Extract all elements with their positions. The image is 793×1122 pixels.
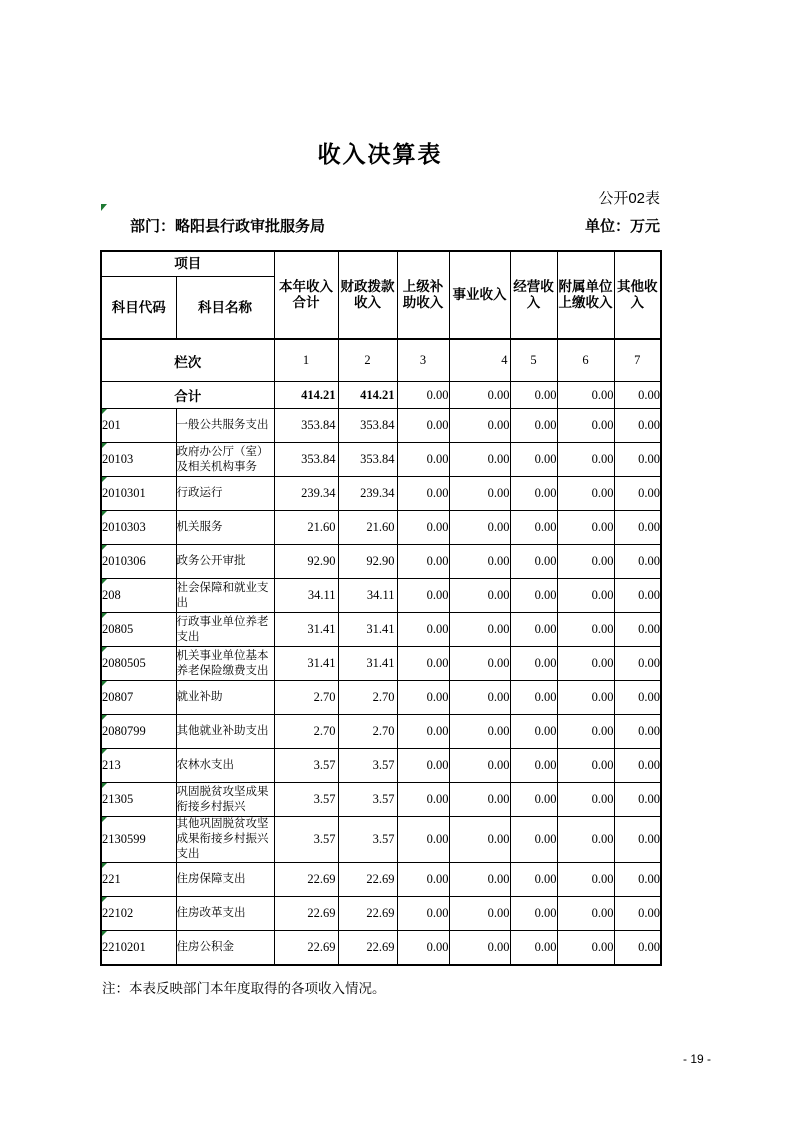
subject-name-cell: 住房改革支出 <box>176 897 274 931</box>
value-cell: 0.00 <box>614 579 661 613</box>
table-row <box>101 681 661 715</box>
subject-name-cell: 政府办公厅（室）及相关机构事务 <box>176 443 274 477</box>
total-value-cell: 0.00 <box>510 382 557 409</box>
value-cell: 21.60 <box>274 511 338 545</box>
cell-flag-icon <box>101 204 107 211</box>
value-cell: 0.00 <box>397 749 449 783</box>
subject-code-cell: 221 <box>101 863 176 897</box>
cell-flag-icon <box>102 749 107 754</box>
subject-code-cell: 2080505 <box>101 647 176 681</box>
value-cell: 0.00 <box>557 749 614 783</box>
value-cell: 0.00 <box>397 409 449 443</box>
column-index-cell: 7 <box>614 339 661 382</box>
value-cell: 0.00 <box>449 783 510 817</box>
value-cell: 0.00 <box>397 647 449 681</box>
value-cell: 0.00 <box>449 931 510 966</box>
value-cell: 92.90 <box>274 545 338 579</box>
value-cell: 0.00 <box>449 511 510 545</box>
column-index-cell: 6 <box>557 339 614 382</box>
value-cell: 0.00 <box>397 443 449 477</box>
value-cell: 0.00 <box>397 545 449 579</box>
table-row <box>101 897 661 931</box>
table-row <box>101 613 661 647</box>
cell-flag-icon <box>102 715 107 720</box>
total-value-cell: 0.00 <box>557 382 614 409</box>
value-cell: 0.00 <box>557 443 614 477</box>
value-cell: 2.70 <box>338 715 397 749</box>
value-cell: 0.00 <box>614 817 661 863</box>
table-row <box>101 715 661 749</box>
col-header-operating-income: 经营收入 <box>510 251 557 339</box>
value-cell: 0.00 <box>614 715 661 749</box>
value-cell: 22.69 <box>274 897 338 931</box>
value-cell: 34.11 <box>338 579 397 613</box>
value-cell: 2.70 <box>274 715 338 749</box>
value-cell: 0.00 <box>449 749 510 783</box>
cell-flag-icon <box>102 511 107 516</box>
income-table <box>100 250 662 966</box>
total-value-cell: 0.00 <box>614 382 661 409</box>
value-cell: 31.41 <box>274 613 338 647</box>
value-cell: 0.00 <box>510 863 557 897</box>
value-cell: 3.57 <box>338 817 397 863</box>
table-row <box>101 545 661 579</box>
subject-code-cell: 21305 <box>101 783 176 817</box>
subject-code-cell: 2210201 <box>101 931 176 966</box>
value-cell: 0.00 <box>449 613 510 647</box>
value-cell: 0.00 <box>397 715 449 749</box>
value-cell: 0.00 <box>449 897 510 931</box>
value-cell: 0.00 <box>510 511 557 545</box>
table-row <box>101 863 661 897</box>
subject-name-cell: 社会保障和就业支出 <box>176 579 274 613</box>
table-row <box>101 443 661 477</box>
subject-name-cell: 其他就业补助支出 <box>176 715 274 749</box>
subject-code-cell: 20103 <box>101 443 176 477</box>
value-cell: 0.00 <box>557 817 614 863</box>
subject-code-cell: 2010303 <box>101 511 176 545</box>
col-header-subject-code: 科目代码 <box>101 277 176 340</box>
value-cell: 353.84 <box>274 443 338 477</box>
value-cell: 0.00 <box>510 681 557 715</box>
footnote: 注：本表反映部门本年度取得的各项收入情况。 <box>102 981 386 996</box>
value-cell: 0.00 <box>397 477 449 511</box>
total-value-cell: 414.21 <box>274 382 338 409</box>
value-cell: 0.00 <box>614 681 661 715</box>
value-cell: 0.00 <box>557 715 614 749</box>
value-cell: 0.00 <box>510 443 557 477</box>
subject-code-cell: 213 <box>101 749 176 783</box>
value-cell: 0.00 <box>614 443 661 477</box>
subject-name-cell: 机关事业单位基本养老保险缴费支出 <box>176 647 274 681</box>
value-cell: 0.00 <box>510 545 557 579</box>
department-label: 部门：略阳县行政审批服务局 <box>130 218 326 235</box>
value-cell: 0.00 <box>614 749 661 783</box>
value-cell: 0.00 <box>614 545 661 579</box>
subject-code-cell: 2080799 <box>101 715 176 749</box>
value-cell: 0.00 <box>449 715 510 749</box>
col-header-affiliated-unit-income: 附属单位上缴收入 <box>557 251 614 339</box>
header-row-group <box>101 251 661 277</box>
value-cell: 0.00 <box>397 613 449 647</box>
table-body <box>101 339 661 965</box>
value-cell: 0.00 <box>449 545 510 579</box>
subject-name-cell: 一般公共服务支出 <box>176 409 274 443</box>
subject-code-cell: 2010301 <box>101 477 176 511</box>
col-header-total-income: 本年收入合计 <box>274 251 338 339</box>
value-cell: 0.00 <box>510 647 557 681</box>
cell-flag-icon <box>102 579 107 584</box>
value-cell: 2.70 <box>274 681 338 715</box>
cell-flag-icon <box>102 897 107 902</box>
column-index-label: 栏次 <box>101 339 274 382</box>
value-cell: 0.00 <box>614 511 661 545</box>
value-cell: 0.00 <box>614 863 661 897</box>
value-cell: 22.69 <box>338 931 397 966</box>
value-cell: 0.00 <box>557 647 614 681</box>
cell-flag-icon <box>102 477 107 482</box>
value-cell: 0.00 <box>510 749 557 783</box>
value-cell: 3.57 <box>274 817 338 863</box>
column-index-cell: 3 <box>397 339 449 382</box>
value-cell: 0.00 <box>557 897 614 931</box>
value-cell: 3.57 <box>338 783 397 817</box>
value-cell: 0.00 <box>510 613 557 647</box>
total-value-cell: 0.00 <box>397 382 449 409</box>
subject-code-cell: 2010306 <box>101 545 176 579</box>
value-cell: 22.69 <box>274 931 338 966</box>
value-cell: 0.00 <box>557 511 614 545</box>
value-cell: 0.00 <box>449 409 510 443</box>
value-cell: 0.00 <box>614 613 661 647</box>
subject-code-cell: 208 <box>101 579 176 613</box>
value-cell: 0.00 <box>510 931 557 966</box>
total-value-cell: 0.00 <box>449 382 510 409</box>
value-cell: 22.69 <box>274 863 338 897</box>
cell-flag-icon <box>102 647 107 652</box>
col-header-subject-name: 科目名称 <box>176 277 274 340</box>
cell-flag-icon <box>102 443 107 448</box>
subject-name-cell: 政务公开审批 <box>176 545 274 579</box>
value-cell: 3.57 <box>338 749 397 783</box>
cell-flag-icon <box>102 817 107 822</box>
cell-flag-icon <box>102 545 107 550</box>
value-cell: 0.00 <box>397 681 449 715</box>
value-cell: 0.00 <box>614 477 661 511</box>
page-number: - 19 - <box>682 1052 711 1066</box>
value-cell: 0.00 <box>557 409 614 443</box>
cell-flag-icon <box>102 931 107 936</box>
value-cell: 34.11 <box>274 579 338 613</box>
value-cell: 0.00 <box>510 897 557 931</box>
subject-name-cell: 行政事业单位养老支出 <box>176 613 274 647</box>
value-cell: 0.00 <box>510 579 557 613</box>
value-cell: 0.00 <box>449 443 510 477</box>
total-row <box>101 382 661 409</box>
value-cell: 92.90 <box>338 545 397 579</box>
table-row <box>101 409 661 443</box>
value-cell: 0.00 <box>397 863 449 897</box>
value-cell: 31.41 <box>274 647 338 681</box>
table-row <box>101 783 661 817</box>
value-cell: 353.84 <box>338 443 397 477</box>
value-cell: 0.00 <box>614 931 661 966</box>
subject-code-cell: 2130599 <box>101 817 176 863</box>
table-row <box>101 817 661 863</box>
value-cell: 0.00 <box>510 715 557 749</box>
cell-flag-icon <box>102 863 107 868</box>
col-header-superior-subsidy: 上级补助收入 <box>397 251 449 339</box>
subject-code-cell: 20807 <box>101 681 176 715</box>
value-cell: 0.00 <box>397 817 449 863</box>
cell-flag-icon <box>102 681 107 686</box>
subject-code-cell: 201 <box>101 409 176 443</box>
value-cell: 21.60 <box>338 511 397 545</box>
total-value-cell: 414.21 <box>338 382 397 409</box>
table-row <box>101 647 661 681</box>
subject-name-cell: 农林水支出 <box>176 749 274 783</box>
value-cell: 0.00 <box>614 897 661 931</box>
value-cell: 239.34 <box>274 477 338 511</box>
subject-name-cell: 就业补助 <box>176 681 274 715</box>
column-index-cell: 2 <box>338 339 397 382</box>
table-row <box>101 749 661 783</box>
value-cell: 0.00 <box>557 613 614 647</box>
value-cell: 0.00 <box>449 647 510 681</box>
subject-name-cell: 行政运行 <box>176 477 274 511</box>
value-cell: 0.00 <box>557 681 614 715</box>
value-cell: 239.34 <box>338 477 397 511</box>
value-cell: 22.69 <box>338 897 397 931</box>
subject-name-cell: 巩固脱贫攻坚成果衔接乡村振兴 <box>176 783 274 817</box>
value-cell: 0.00 <box>449 863 510 897</box>
cell-flag-icon <box>102 409 107 414</box>
value-cell: 0.00 <box>510 817 557 863</box>
value-cell: 0.00 <box>397 783 449 817</box>
col-header-other-income: 其他收入 <box>614 251 661 339</box>
subject-name-cell: 住房保障支出 <box>176 863 274 897</box>
table-row <box>101 931 661 966</box>
value-cell: 0.00 <box>557 863 614 897</box>
subject-name-cell: 其他巩固脱贫攻坚成果衔接乡村振兴支出 <box>176 817 274 863</box>
value-cell: 22.69 <box>338 863 397 897</box>
cell-flag-icon <box>102 613 107 618</box>
column-index-cell: 1 <box>274 339 338 382</box>
subject-name-cell: 住房公积金 <box>176 931 274 966</box>
table-row <box>101 579 661 613</box>
col-header-business-income: 事业收入 <box>449 251 510 339</box>
value-cell: 0.00 <box>614 783 661 817</box>
group-header-project: 项目 <box>101 251 274 277</box>
total-label: 合计 <box>101 382 274 409</box>
value-cell: 0.00 <box>510 409 557 443</box>
value-cell: 0.00 <box>449 817 510 863</box>
value-cell: 353.84 <box>274 409 338 443</box>
value-cell: 31.41 <box>338 613 397 647</box>
table-row <box>101 477 661 511</box>
subject-name-cell: 机关服务 <box>176 511 274 545</box>
value-cell: 0.00 <box>557 783 614 817</box>
value-cell: 0.00 <box>449 681 510 715</box>
value-cell: 0.00 <box>397 579 449 613</box>
value-cell: 2.70 <box>338 681 397 715</box>
value-cell: 0.00 <box>397 897 449 931</box>
column-index-cell: 5 <box>510 339 557 382</box>
value-cell: 0.00 <box>449 579 510 613</box>
value-cell: 0.00 <box>557 579 614 613</box>
column-index-row <box>101 339 661 382</box>
col-header-fiscal-appropriation: 财政拨款收入 <box>338 251 397 339</box>
value-cell: 0.00 <box>614 647 661 681</box>
value-cell: 0.00 <box>510 477 557 511</box>
value-cell: 31.41 <box>338 647 397 681</box>
unit-label: 单位：万元 <box>584 218 660 235</box>
value-cell: 0.00 <box>557 931 614 966</box>
table-row <box>101 511 661 545</box>
value-cell: 0.00 <box>614 409 661 443</box>
subject-code-cell: 22102 <box>101 897 176 931</box>
cell-flag-icon <box>102 783 107 788</box>
value-cell: 0.00 <box>510 783 557 817</box>
value-cell: 0.00 <box>557 477 614 511</box>
table-code-label: 公开02表 <box>598 190 660 207</box>
value-cell: 0.00 <box>557 545 614 579</box>
value-cell: 0.00 <box>449 477 510 511</box>
value-cell: 353.84 <box>338 409 397 443</box>
page-title: 收入决算表 <box>317 141 443 167</box>
value-cell: 0.00 <box>397 511 449 545</box>
value-cell: 3.57 <box>274 783 338 817</box>
subject-code-cell: 20805 <box>101 613 176 647</box>
meta-row <box>100 215 660 236</box>
column-index-cell: 4 <box>449 339 510 382</box>
value-cell: 3.57 <box>274 749 338 783</box>
value-cell: 0.00 <box>397 931 449 966</box>
